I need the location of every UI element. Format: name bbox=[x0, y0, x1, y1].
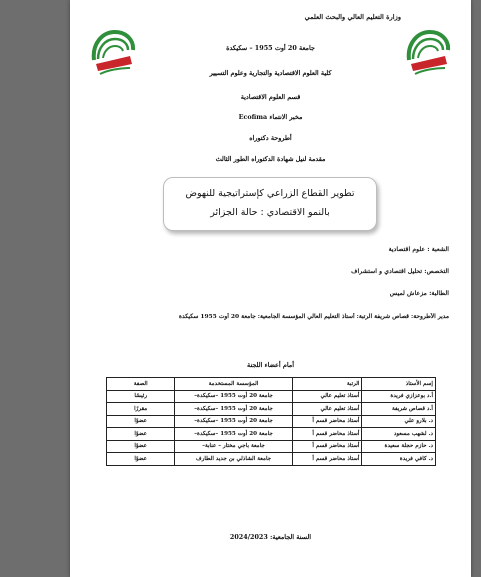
member-role: مقررًا bbox=[107, 403, 175, 416]
member-institution: جامعة 20 أوت 1955 –سكيكدة– bbox=[175, 428, 292, 441]
member-institution: جامعة باجي مختار – عنابة– bbox=[175, 440, 292, 453]
member-rank: أستاذ محاضر قسم أ bbox=[292, 453, 362, 466]
academic-year: السنة الجامعية: 2024/2023 bbox=[229, 533, 312, 541]
table-row bbox=[107, 440, 436, 453]
member-rank: أستاذ تعليم عالي bbox=[292, 390, 362, 403]
table-row bbox=[107, 390, 436, 403]
document-page bbox=[70, 0, 471, 577]
member-institution: جامعة 20 أوت 1955 –سكيكدة– bbox=[175, 390, 292, 403]
committee-header-row bbox=[107, 378, 436, 391]
member-name: أ.د بوعزازي فريدة bbox=[362, 390, 436, 403]
column-header-role: الصفة bbox=[107, 378, 175, 391]
committee-title: أمام أعضاء اللجنة bbox=[247, 361, 294, 369]
column-header-rank: الرتبة bbox=[292, 378, 362, 391]
member-role: عضوًا bbox=[107, 453, 175, 466]
member-rank: أستاذ تعليم عالي bbox=[292, 403, 362, 416]
student-field: الطالبة: مزعاش لميس bbox=[389, 290, 449, 297]
branch-field: الشعبة : علوم اقتصادية bbox=[388, 246, 449, 253]
specialty-field: التخصص: تحليل اقتصادي و استشراف bbox=[351, 268, 449, 275]
member-rank: أستاذ محاضر قسم أ bbox=[292, 415, 362, 428]
member-rank: أستاذ محاضر قسم أ bbox=[292, 440, 362, 453]
member-name: أ.د قصاص شريفة bbox=[362, 403, 436, 416]
thesis-title-line-1: تطوير القطاع الزراعي كإستراتيجية للنهوض bbox=[185, 188, 355, 199]
member-role: رئيسًا bbox=[107, 390, 175, 403]
member-role: عضوًا bbox=[107, 428, 175, 441]
table-row bbox=[107, 428, 436, 441]
university-name: جامعة 20 أوت 1955 – سكيكدة bbox=[226, 44, 315, 52]
member-institution: جامعة الشاذلي بن جديد الطارف bbox=[175, 453, 292, 466]
member-name: د. حازم حجلة سعيدة bbox=[362, 440, 436, 453]
member-name: د. لشهب مسعود bbox=[362, 428, 436, 441]
member-role: عضوًا bbox=[107, 440, 175, 453]
member-institution: جامعة 20 أوت 1955 –سكيكدة– bbox=[175, 403, 292, 416]
faculty-name: كلية العلوم الاقتصادية والتجارية وعلوم التسيير bbox=[209, 69, 332, 77]
table-row bbox=[107, 415, 436, 428]
member-rank: أستاذ محاضر قسم أ bbox=[292, 428, 362, 441]
thesis-title-line-2: بالنمو الاقتصادي : حالة الجزائر bbox=[210, 207, 330, 218]
column-header-name: إسم الأستاذ bbox=[362, 378, 436, 391]
table-row bbox=[107, 403, 436, 416]
submission-statement: مقدمة لنيل شهادة الدكتوراه الطور الثالث bbox=[215, 155, 326, 163]
lab-name: مخبر الانتماء Ecofima bbox=[238, 113, 303, 121]
table-row bbox=[107, 453, 436, 466]
member-role: عضوًا bbox=[107, 415, 175, 428]
thesis-type: أطروحة دكتوراه bbox=[249, 134, 292, 142]
committee-table bbox=[106, 377, 436, 466]
supervisor-field: مدير الأطروحة: قصاص شريفة الرتبة: أستاذ التعليم العالي المؤسسة الجامعية: جامعة 20 أوت 1955 سكيكدة bbox=[178, 313, 449, 320]
ministry-name: وزارة التعليم العالي والبحث العلمي bbox=[304, 13, 401, 21]
member-name: د. بلارو علي bbox=[362, 415, 436, 428]
member-name: د. كافي فريدة bbox=[362, 453, 436, 466]
column-header-institution: المؤسسة المستخدمة bbox=[175, 378, 292, 391]
department-name: قسم العلوم الاقتصادية bbox=[240, 93, 301, 101]
member-institution: جامعة 20 أوت 1955 –سكيكدة– bbox=[175, 415, 292, 428]
thesis-title-box bbox=[163, 177, 377, 231]
